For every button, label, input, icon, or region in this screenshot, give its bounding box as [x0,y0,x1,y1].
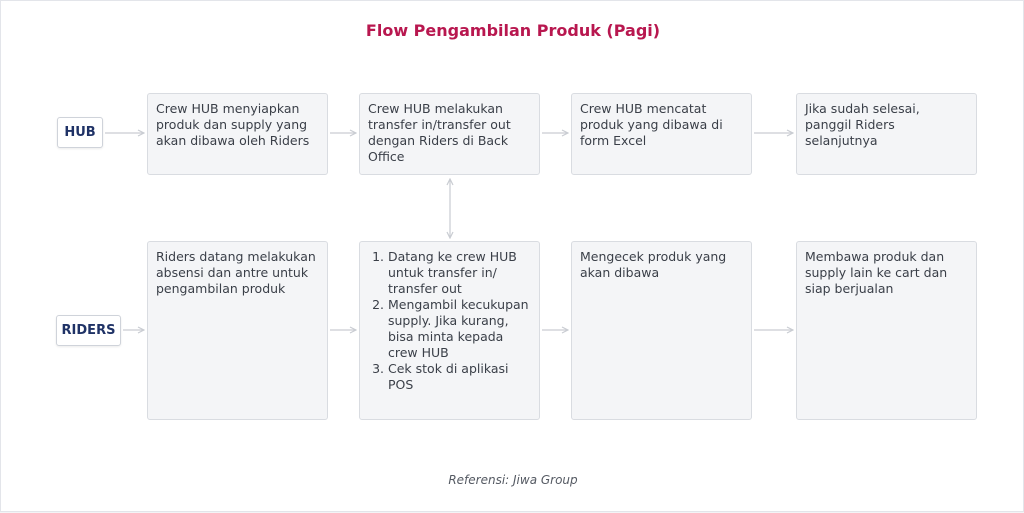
list-item: 2. Mengambil kecukupan supply. Jika kurang, bisa minta kepada crew HUB [388,297,531,361]
connector-arrows [1,1,1024,513]
riders-step-3: Mengecek produk yang akan dibawa [571,241,752,420]
list-item: 3. Cek stok di aplikasi POS [388,361,531,393]
lane-label-hub: HUB [57,117,103,148]
hub-step-2: Crew HUB melakukan transfer in/transfer out dengan Riders di Back Office [359,93,540,175]
hub-step-3: Crew HUB mencatat produk yang dibawa di form Excel [571,93,752,175]
hub-step-4: Jika sudah selesai, panggil Riders selanjutnya [796,93,977,175]
lane-label-riders: RIDERS [56,315,121,346]
hub-step-1: Crew HUB menyiapkan produk dan supply yang akan dibawa oleh Riders [147,93,328,175]
diagram-title: Flow Pengambilan Produk (Pagi) [365,21,661,40]
riders-step-4: Membawa produk dan supply lain ke cart dan siap berjualan [796,241,977,420]
list-item: 1. Datang ke crew HUB untuk transfer in/ transfer out [388,249,531,297]
riders-step-1: Riders datang melakukan absensi dan antre untuk pengambilan produk [147,241,328,420]
reference-caption: Referensi: Jiwa Group [448,473,578,487]
